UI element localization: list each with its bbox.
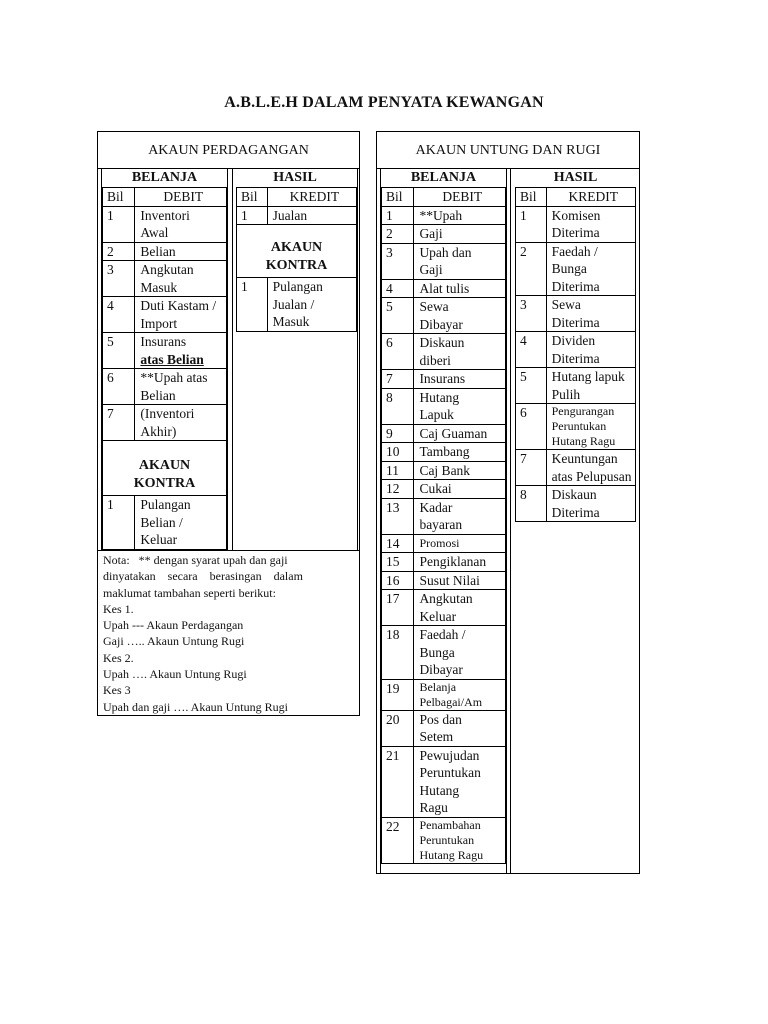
row-text: Faedah / Bunga Dibayar xyxy=(414,626,506,680)
table-row xyxy=(382,424,506,443)
row-text: Belian xyxy=(135,242,227,261)
row-number: 7 xyxy=(382,370,414,389)
row-number: 11 xyxy=(382,461,414,480)
trading-hasil-kontra-label: AKAUN KONTRA xyxy=(237,225,357,278)
table-row xyxy=(103,369,227,405)
row-number: 1 xyxy=(103,496,135,550)
table-row xyxy=(382,206,506,225)
table-row xyxy=(516,486,636,522)
row-text: (Inventori Akhir) xyxy=(135,405,227,441)
table-row xyxy=(103,333,227,369)
table-row xyxy=(516,332,636,368)
row-number: 1 xyxy=(237,206,268,225)
row-number: 5 xyxy=(516,368,547,404)
row-text: **Upah atas Belian xyxy=(135,369,227,405)
row-number: 3 xyxy=(103,261,135,297)
row-text: Pulangan Jualan / Masuk xyxy=(267,278,356,332)
bil-column-header: Bil xyxy=(103,188,135,207)
table-row xyxy=(103,496,227,550)
table-row xyxy=(103,297,227,333)
row-text: Keuntungan atas Pelupusan xyxy=(546,450,635,486)
row-text: Caj Bank xyxy=(414,461,506,480)
table-row xyxy=(516,368,636,404)
table-row xyxy=(382,298,506,334)
table-header-row xyxy=(516,188,636,207)
note-line: Kes 2. xyxy=(103,650,134,665)
table-row xyxy=(237,278,357,332)
table-row xyxy=(382,461,506,480)
trading-mid-rule-b xyxy=(232,168,233,551)
row-text: Diskaun Diterima xyxy=(546,486,635,522)
row-number: 1 xyxy=(103,206,135,242)
row-text: Alat tulis xyxy=(414,279,506,298)
bil-column-header: Bil xyxy=(382,188,414,207)
row-text: Hutang lapuk Pulih xyxy=(546,368,635,404)
row-text: Hutang Lapuk xyxy=(414,388,506,424)
kontra-row xyxy=(103,441,227,496)
row-text: Pengurangan Peruntukan Hutang Ragu xyxy=(546,404,635,450)
kredit-column-header: KREDIT xyxy=(267,188,356,207)
note-line: Upah …. Akaun Untung Rugi xyxy=(103,667,247,682)
row-text: Pengiklanan xyxy=(414,553,506,572)
row-number: 5 xyxy=(382,298,414,334)
row-number: 14 xyxy=(382,534,414,553)
table-row xyxy=(516,450,636,486)
row-number: 4 xyxy=(103,297,135,333)
row-text: Dividen Diterima xyxy=(546,332,635,368)
row-text: Insurans xyxy=(140,334,187,349)
row-text: Penambahan Peruntukan Hutang Ragu xyxy=(414,817,506,863)
row-text: Insurans xyxy=(414,370,506,389)
row-number: 9 xyxy=(382,424,414,443)
table-row xyxy=(382,498,506,534)
note-line: maklumat tambahan seperti berikut: xyxy=(103,585,276,600)
table-row xyxy=(382,334,506,370)
row-text: Diskaun diberi xyxy=(414,334,506,370)
row-number: 1 xyxy=(237,278,268,332)
row-number: 10 xyxy=(382,443,414,462)
row-number: 2 xyxy=(516,242,547,296)
note-line: Kes 3 xyxy=(103,683,131,698)
table-row xyxy=(382,388,506,424)
row-text: Belanja Pelbagai/Am xyxy=(414,679,506,710)
row-text: Faedah / Bunga Diterima xyxy=(546,242,635,296)
row-text: Pos dan Setem xyxy=(414,710,506,746)
table-header-row xyxy=(237,188,357,207)
row-text: Cukai xyxy=(414,480,506,499)
row-number: 13 xyxy=(382,498,414,534)
note-line: Kes 1. xyxy=(103,601,134,616)
row-number: 4 xyxy=(516,332,547,368)
table-row xyxy=(382,279,506,298)
table-row xyxy=(516,404,636,450)
table-row xyxy=(516,296,636,332)
table-row xyxy=(382,710,506,746)
table-row xyxy=(237,206,357,225)
row-number: 2 xyxy=(382,225,414,244)
table-row xyxy=(382,679,506,710)
table-row xyxy=(382,553,506,572)
table-row xyxy=(103,261,227,297)
pnl-belanja-label: BELANJA xyxy=(410,170,477,185)
bil-column-header: Bil xyxy=(237,188,268,207)
note-line: Upah --- Akaun Perdagangan xyxy=(103,618,244,633)
table-row xyxy=(103,206,227,242)
row-number: 17 xyxy=(382,590,414,626)
row-text: Pulangan Belian / Keluar xyxy=(135,496,227,550)
table-header-row xyxy=(103,188,227,207)
row-text: Upah dan Gaji xyxy=(414,243,506,279)
row-number: 3 xyxy=(516,296,547,332)
table-row xyxy=(382,746,506,817)
trading-hasil-label: HASIL xyxy=(273,170,317,185)
row-number: 2 xyxy=(103,242,135,261)
table-row xyxy=(382,443,506,462)
table-row xyxy=(103,242,227,261)
row-text: Angkutan Masuk xyxy=(135,261,227,297)
row-number: 16 xyxy=(382,571,414,590)
table-row xyxy=(382,243,506,279)
table-row xyxy=(103,405,227,441)
trading-right-rule xyxy=(357,168,358,551)
kontra-row xyxy=(237,225,357,278)
pnl-hasil-table xyxy=(515,187,636,522)
table-row xyxy=(382,225,506,244)
note-line: dinyatakan secara berasingan dalam xyxy=(103,569,303,584)
row-number: 1 xyxy=(382,206,414,225)
trading-belanja-label: BELANJA xyxy=(131,170,198,185)
row-text: Duti Kastam / Import xyxy=(135,297,227,333)
pnl-hasil-label: HASIL xyxy=(553,170,598,185)
pnl-mid-rule-a xyxy=(506,168,507,874)
table-row xyxy=(382,626,506,680)
trading-header-divider xyxy=(97,168,360,169)
row-number: 7 xyxy=(516,450,547,486)
row-text: Gaji xyxy=(414,225,506,244)
pnl-header-divider xyxy=(376,168,640,169)
row-number: 3 xyxy=(382,243,414,279)
row-text: Caj Guaman xyxy=(414,424,506,443)
row-text: Promosi xyxy=(414,534,506,553)
row-text: Sewa Diterima xyxy=(546,296,635,332)
row-text-cell xyxy=(135,333,227,369)
row-text: Angkutan Keluar xyxy=(414,590,506,626)
row-number: 21 xyxy=(382,746,414,817)
row-text: Jualan xyxy=(267,206,356,225)
row-text: **Upah xyxy=(414,206,506,225)
row-number: 6 xyxy=(516,404,547,450)
trading-note xyxy=(103,552,355,715)
row-number: 6 xyxy=(103,369,135,405)
row-text: Inventori Awal xyxy=(135,206,227,242)
trading-belanja-kontra-label: AKAUN KONTRA xyxy=(103,441,227,496)
table-row xyxy=(516,242,636,296)
debit-column-header: DEBIT xyxy=(414,188,506,207)
trading-mid-rule-a xyxy=(227,168,228,551)
row-number: 20 xyxy=(382,710,414,746)
row-number: 5 xyxy=(103,333,135,369)
trading-hasil-table xyxy=(236,187,357,332)
pnl-mid-rule-b xyxy=(510,168,511,874)
row-text: Komisen Diterima xyxy=(546,206,635,242)
table-row xyxy=(382,370,506,389)
pnl-belanja-table xyxy=(381,187,506,864)
row-text: Kadar bayaran xyxy=(414,498,506,534)
row-number: 12 xyxy=(382,480,414,499)
row-text-emphasis: atas Belian xyxy=(140,351,204,367)
pnl-account-header: AKAUN UNTUNG DAN RUGI xyxy=(415,143,601,158)
trading-belanja-table xyxy=(102,187,227,550)
table-row xyxy=(382,480,506,499)
row-number: 1 xyxy=(516,206,547,242)
trading-account-header: AKAUN PERDAGANGAN xyxy=(148,143,309,158)
row-number: 8 xyxy=(382,388,414,424)
bil-column-header: Bil xyxy=(516,188,547,207)
table-row xyxy=(382,571,506,590)
note-line: Nota: ** dengan syarat upah dan gaji xyxy=(103,553,288,567)
table-header-row xyxy=(382,188,506,207)
row-number: 15 xyxy=(382,553,414,572)
row-text: Tambang xyxy=(414,443,506,462)
table-row xyxy=(382,817,506,863)
note-divider xyxy=(97,550,360,551)
note-line: Gaji ….. Akaun Untung Rugi xyxy=(103,634,245,649)
row-number: 6 xyxy=(382,334,414,370)
kredit-column-header: KREDIT xyxy=(546,188,635,207)
debit-column-header: DEBIT xyxy=(135,188,227,207)
table-row xyxy=(382,590,506,626)
row-text: Sewa Dibayar xyxy=(414,298,506,334)
page-title: A.B.L.E.H DALAM PENYATA KEWANGAN xyxy=(224,94,544,111)
row-text: Pewujudan Peruntukan Hutang Ragu xyxy=(414,746,506,817)
row-number: 7 xyxy=(103,405,135,441)
note-line: Upah dan gaji …. Akaun Untung Rugi xyxy=(103,699,288,714)
row-text: Susut Nilai xyxy=(414,571,506,590)
row-number: 18 xyxy=(382,626,414,680)
row-number: 4 xyxy=(382,279,414,298)
table-row xyxy=(382,534,506,553)
table-row xyxy=(516,206,636,242)
row-number: 8 xyxy=(516,486,547,522)
row-number: 22 xyxy=(382,817,414,863)
row-number: 19 xyxy=(382,679,414,710)
